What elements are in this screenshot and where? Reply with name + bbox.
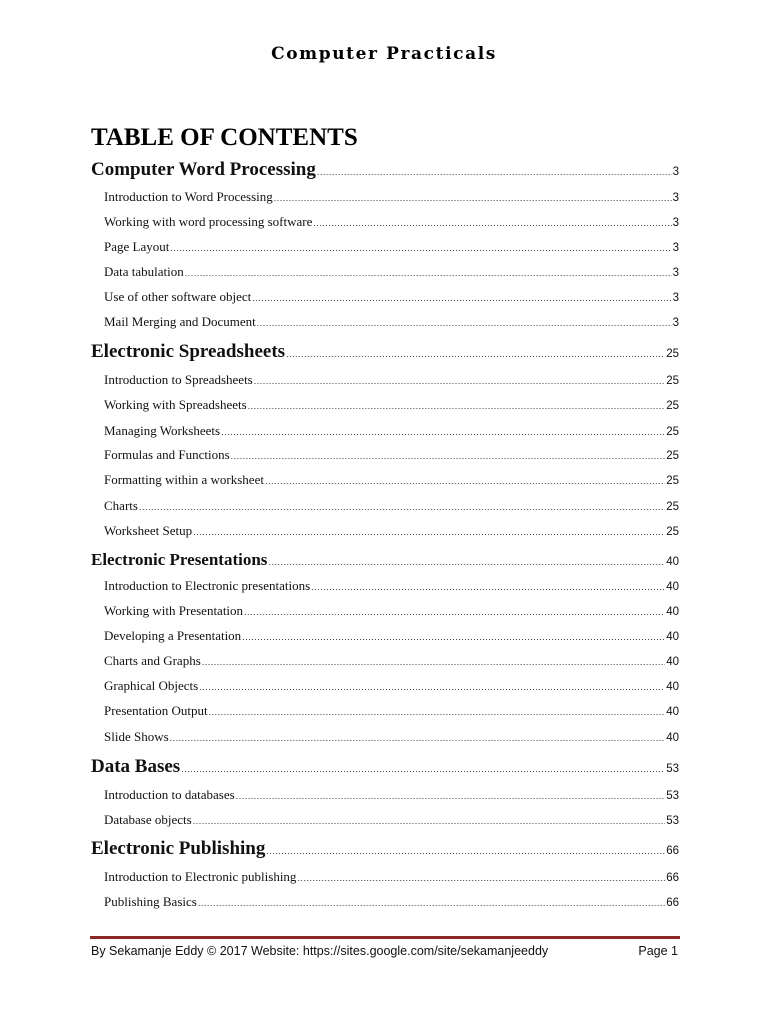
toc-page-number: 40 [666, 681, 679, 693]
toc-entry-label: Managing Worksheets [104, 423, 221, 438]
toc-page-number: 66 [666, 897, 679, 909]
toc-page-number: 3 [672, 192, 679, 204]
toc-section-presentations[interactable] [91, 550, 679, 576]
toc-entry[interactable] [104, 894, 679, 914]
toc-entry[interactable] [104, 397, 679, 417]
toc-section-word-processing[interactable] [91, 159, 679, 185]
toc-section-spreadsheets[interactable] [91, 341, 679, 367]
toc-entry-label: Charts [104, 498, 138, 513]
toc-entry-label: Database objects [104, 812, 192, 827]
toc-page-number: 40 [666, 606, 679, 618]
footer-divider [90, 936, 680, 939]
toc-page-number: 66 [666, 845, 679, 857]
toc-entry[interactable] [104, 498, 679, 518]
toc-page-number: 25 [666, 475, 679, 487]
dot-leader [286, 349, 665, 359]
toc-page-number: 25 [666, 348, 679, 360]
toc-entry-label: Introduction to Word Processing [104, 189, 273, 204]
dot-leader [185, 268, 672, 278]
toc-entry-label: Mail Merging and Document [104, 314, 256, 329]
toc-entry[interactable] [104, 447, 679, 467]
toc-page-number: 40 [666, 656, 679, 668]
toc-page-number: 40 [666, 631, 679, 643]
toc-page-number: 3 [672, 292, 679, 304]
dot-leader [198, 898, 665, 908]
toc-entry-label: Data tabulation [104, 264, 184, 279]
toc-page-number: 40 [666, 706, 679, 718]
toc-page-number: 3 [672, 267, 679, 279]
dot-leader [170, 733, 666, 743]
toc-page-number: 53 [666, 790, 679, 802]
toc-page-number: 25 [666, 526, 679, 538]
toc-entry-label: Charts and Graphs [104, 653, 201, 668]
toc-page-number: 66 [666, 872, 679, 884]
dot-leader [170, 243, 671, 253]
toc-entry-label: Use of other software object [104, 289, 252, 304]
dot-leader [181, 764, 665, 774]
toc-entry[interactable] [104, 787, 679, 807]
toc-page-number: 25 [666, 501, 679, 513]
dot-leader [257, 318, 672, 328]
toc-section-title: Electronic Publishing [91, 838, 266, 859]
toc-page-number: 3 [672, 242, 679, 254]
dot-leader [274, 193, 672, 203]
toc-page-number: 3 [672, 317, 679, 329]
toc-entry-label: Working with Presentation [104, 603, 244, 618]
toc-page-number: 40 [666, 732, 679, 744]
dot-leader [202, 657, 665, 667]
toc-entry-label: Worksheet Setup [104, 523, 193, 538]
toc-page-number: 25 [666, 426, 679, 438]
toc-entry-label: Page Layout [104, 239, 170, 254]
toc-page-number: 25 [666, 375, 679, 387]
toc-section-data-bases[interactable] [91, 756, 679, 782]
page-header-title: Computer Practicals [271, 44, 497, 64]
toc-entry[interactable] [104, 314, 679, 334]
toc-entry-label: Developing a Presentation [104, 628, 242, 643]
toc-section-publishing[interactable] [91, 838, 679, 864]
toc-entry[interactable] [104, 239, 679, 259]
dot-leader [221, 427, 665, 437]
dot-leader [231, 451, 666, 461]
toc-entry[interactable] [104, 869, 679, 889]
toc-section-title: Data Bases [91, 756, 181, 777]
toc-entry[interactable] [104, 678, 679, 698]
toc-section-title: Electronic Spreadsheets [91, 341, 286, 362]
footer-author-credit: By Sekamanje Eddy © 2017 Website: https://sites.google.com/site/sekamanjeeddy [91, 944, 549, 958]
toc-entry-label: Graphical Objects [104, 678, 199, 693]
toc-entry[interactable] [104, 603, 679, 623]
dot-leader [248, 401, 666, 411]
toc-entry[interactable] [104, 189, 679, 209]
toc-entry[interactable] [104, 214, 679, 234]
toc-entry[interactable] [104, 372, 679, 392]
dot-leader [266, 846, 665, 856]
toc-entry[interactable] [104, 812, 679, 832]
dot-leader [254, 376, 665, 386]
toc-entry[interactable] [104, 523, 679, 543]
footer-page-number: Page 1 [638, 944, 678, 958]
toc-page-number: 3 [672, 166, 679, 178]
toc-page-number: 40 [666, 581, 679, 593]
toc-entry-label: Working with word processing software [104, 214, 313, 229]
dot-leader [193, 527, 665, 537]
toc-entry-label: Introduction to Spreadsheets [104, 372, 253, 387]
dot-leader [252, 293, 671, 303]
dot-leader [268, 557, 665, 567]
toc-entry[interactable] [104, 703, 679, 723]
dot-leader [193, 816, 665, 826]
toc-entry[interactable] [104, 289, 679, 309]
dot-leader [297, 873, 665, 883]
toc-page-number: 40 [666, 556, 679, 568]
toc-entry[interactable] [104, 472, 679, 492]
dot-leader [244, 607, 665, 617]
toc-section-title: Electronic Presentations [91, 550, 268, 569]
toc-entry-label: Formulas and Functions [104, 447, 230, 462]
toc-entry[interactable] [104, 578, 679, 598]
toc-entry-label: Introduction to Electronic presentations [104, 578, 311, 593]
dot-leader [209, 707, 666, 717]
toc-page-number: 3 [672, 217, 679, 229]
dot-leader [236, 791, 666, 801]
toc-entry-label: Presentation Output [104, 703, 208, 718]
toc-page-number: 25 [666, 450, 679, 462]
toc-entry-label: Publishing Basics [104, 894, 197, 909]
toc-page-number: 53 [666, 815, 679, 827]
toc-entry-label: Introduction to Electronic publishing [104, 869, 297, 884]
dot-leader [265, 476, 665, 486]
toc-entry[interactable] [104, 653, 679, 673]
toc-page-number: 25 [666, 400, 679, 412]
toc-entry-label: Slide Shows [104, 729, 169, 744]
dot-leader [317, 167, 672, 177]
toc-entry[interactable] [104, 423, 679, 443]
dot-leader [311, 582, 665, 592]
toc-entry-label: Working with Spreadsheets [104, 397, 247, 412]
toc-entry-label: Introduction to databases [104, 787, 235, 802]
toc-entry[interactable] [104, 264, 679, 284]
toc-entry[interactable] [104, 729, 679, 749]
dot-leader [139, 502, 665, 512]
toc-heading: TABLE OF CONTENTS [91, 124, 358, 151]
dot-leader [199, 682, 665, 692]
toc-section-title: Computer Word Processing [91, 159, 316, 180]
toc-page-number: 53 [666, 763, 679, 775]
toc-entry-label: Formatting within a worksheet [104, 472, 264, 487]
dot-leader [242, 632, 665, 642]
toc-entry[interactable] [104, 628, 679, 648]
dot-leader [313, 218, 671, 228]
